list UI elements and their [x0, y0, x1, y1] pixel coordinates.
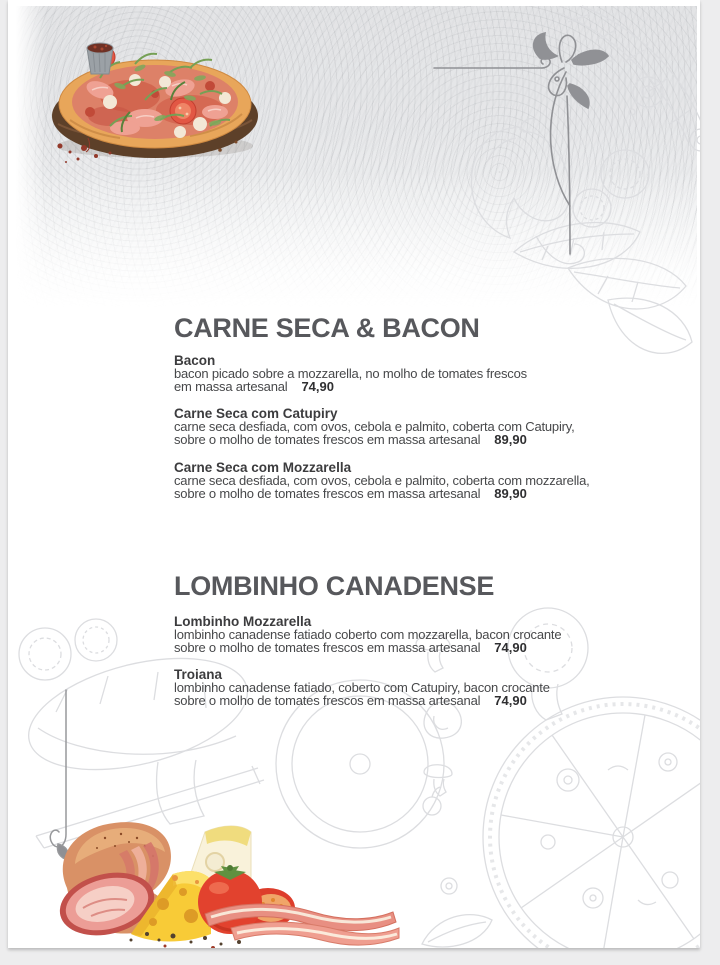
tomato-slice-sketches-right: [573, 150, 649, 227]
item-description-line: bacon picado sobre a mozzarella, no molho de tomates frescos: [174, 366, 527, 381]
item-name: Carne Seca com Mozzarella: [174, 459, 352, 475]
item-description-line: carne seca desfiada, com ovos, cebola e palmito, coberta com mozzarella,: [174, 472, 590, 488]
watercolor-pizza-illustration: [40, 28, 275, 170]
item-description-text: sobre o molho de tomates frescos em massa artesanal: [174, 693, 481, 709]
item-name: Troiana: [174, 667, 223, 683]
item-name: Bacon: [174, 353, 216, 368]
menu-item-troiana: [174, 668, 604, 707]
item-description-line: [174, 434, 604, 447]
menu-section-carne-seca-bacon: [174, 314, 604, 514]
item-description-line: [174, 695, 604, 708]
item-description-text: sobre o molho de tomates frescos em massa artesanal: [174, 639, 481, 655]
menu-sheet: [8, 0, 700, 948]
item-description-line: [174, 639, 604, 655]
sauce-cup: [87, 43, 113, 74]
item-price: 74,90: [494, 639, 527, 655]
item-description-text: sobre o molho de tomates frescos em massa artesanal: [174, 432, 481, 448]
section-title: LOMBINHO CANADENSE: [174, 571, 495, 601]
tomato-slice-sketches-left: [19, 619, 117, 680]
menu-item-bacon: [174, 354, 604, 393]
item-description-line: lombinho canadense fatiado coberto com mozzarella, bacon crocante: [174, 627, 562, 642]
pizza-slice-sketch-top-right: [556, 6, 700, 151]
small-ingredient-sketches-bottom: [422, 702, 492, 947]
item-price: 74,90: [494, 693, 527, 709]
item-description-line: carne seca desfiada, com ovos, cebola e palmito, coberta com Catupiry,: [174, 419, 575, 435]
item-description-text: em massa artesanal: [174, 378, 288, 394]
menu-item-lombinho-mozzarella: [174, 615, 604, 654]
pizza-line-art-bottom-right: [483, 697, 700, 948]
item-description-text: sobre o molho de tomates frescos em massa artesanal: [174, 485, 481, 501]
item-name: Carne Seca com Catupiry: [174, 406, 338, 422]
item-description-line: [174, 485, 604, 501]
menu-section-lombinho-canadense: [174, 572, 604, 722]
item-price: 74,90: [301, 378, 334, 394]
corner-flourish: [434, 33, 608, 254]
item-name: Lombinho Mozzarella: [174, 614, 312, 629]
item-description-line: lombinho canadense fatiado, coberto com Catupiry, bacon crocante: [174, 680, 550, 696]
menu-item-carne-seca-mozzarella: [174, 461, 604, 500]
watercolor-ham-cheese-illustration: [55, 816, 400, 948]
menu-item-carne-seca-catupiry: [174, 407, 604, 446]
item-price: 89,90: [494, 485, 527, 501]
item-price: 89,90: [494, 432, 527, 448]
item-description-line: [174, 378, 604, 394]
section-title: CARNE SECA & BACON: [174, 313, 480, 343]
